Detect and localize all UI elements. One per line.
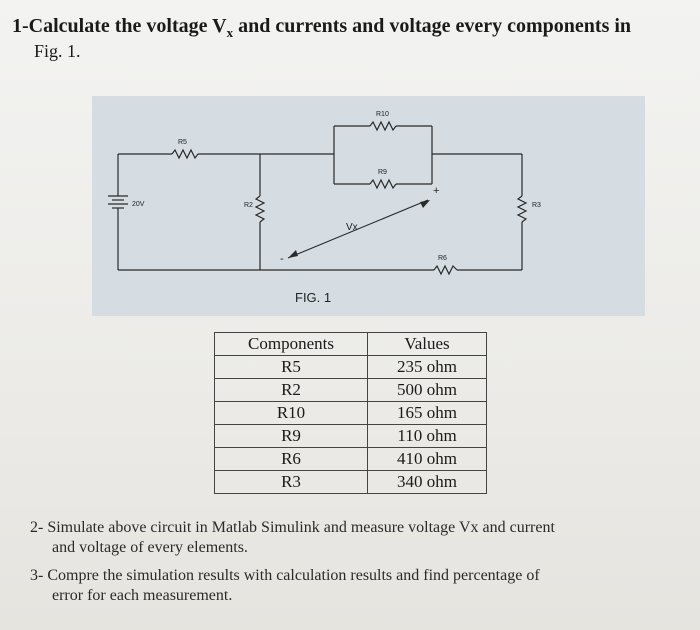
- resistor-r3: [518, 196, 526, 222]
- label-plus: +: [433, 185, 440, 197]
- vx-arrow-head-left: [288, 250, 298, 258]
- circuit-diagram: [92, 96, 645, 316]
- component-cell: R3: [215, 471, 368, 494]
- question-2-line-1: 2- Simulate above circuit in Matlab Simulink and measure voltage Vx and current: [30, 519, 555, 536]
- value-cell: 110 ohm: [368, 425, 487, 448]
- value-cell: 340 ohm: [368, 471, 487, 494]
- question-1: [12, 14, 692, 45]
- component-cell: R5: [215, 356, 368, 379]
- components-table: [214, 332, 487, 494]
- question-1-text-end: and currents and voltage every components in: [233, 15, 632, 37]
- question-1-text-start: 1-Calculate the voltage V: [12, 15, 227, 37]
- question-3-line-2: error for each measurement.: [52, 587, 233, 604]
- label-r2: R2: [244, 202, 253, 209]
- header-values: Values: [368, 333, 487, 356]
- component-cell: R10: [215, 402, 368, 425]
- table-header-row: [215, 333, 487, 356]
- question-2: [30, 518, 680, 558]
- table-row: [215, 448, 487, 471]
- figure-caption: FIG. 1: [295, 290, 332, 305]
- table-row: [215, 471, 487, 494]
- value-cell: 235 ohm: [368, 356, 487, 379]
- component-cell: R2: [215, 379, 368, 402]
- component-cell: R6: [215, 448, 368, 471]
- label-minus: -: [280, 253, 284, 265]
- table-row: [215, 379, 487, 402]
- resistor-r6: [434, 266, 457, 274]
- circuit-figure: [92, 96, 645, 316]
- question-2-line-2: and voltage of every elements.: [52, 539, 248, 556]
- resistor-r10: [370, 122, 396, 130]
- label-r5: R5: [178, 139, 187, 146]
- resistor-r9: [370, 180, 396, 188]
- table-row: [215, 425, 487, 448]
- label-vx: Vx: [346, 222, 358, 233]
- question-1-figure-ref: Fig. 1.: [34, 41, 81, 61]
- value-cell: 410 ohm: [368, 448, 487, 471]
- value-cell: 500 ohm: [368, 379, 487, 402]
- table-row: [215, 356, 487, 379]
- label-r10: R10: [376, 111, 389, 118]
- label-r6: R6: [438, 255, 447, 262]
- header-components: Components: [215, 333, 368, 356]
- vx-subscript: x: [226, 25, 234, 40]
- label-r9: R9: [378, 169, 387, 176]
- label-source: 20V: [132, 201, 145, 208]
- vx-arrow-head-right: [420, 200, 430, 208]
- label-r3: R3: [532, 202, 541, 209]
- resistor-r2: [256, 196, 264, 222]
- question-3-line-1: 3- Compre the simulation results with calculation results and find percentage of: [30, 567, 540, 584]
- component-cell: R9: [215, 425, 368, 448]
- resistor-r5: [172, 150, 198, 158]
- question-3: [30, 566, 680, 606]
- value-cell: 165 ohm: [368, 402, 487, 425]
- table-row: [215, 402, 487, 425]
- vx-arrow-line: [288, 200, 428, 258]
